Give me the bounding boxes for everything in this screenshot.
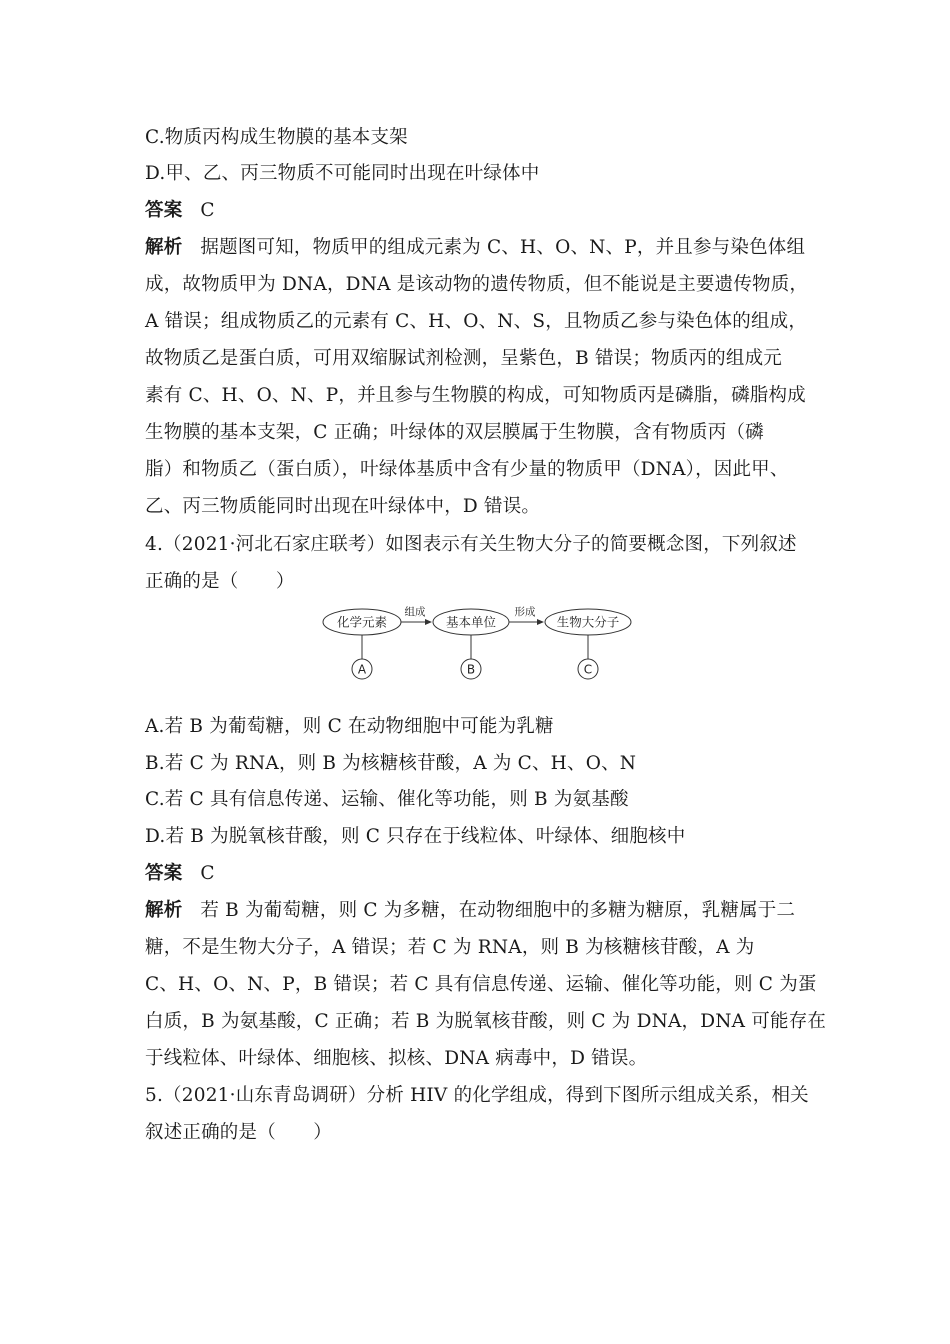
q4-option-d: D.若 B 为脱氧核苷酸，则 C 只存在于线粒体、叶绿体、细胞核中 (145, 826, 686, 847)
arrow-form-label: 形成 (514, 606, 536, 618)
node-elements-label: 化学元素 (336, 614, 388, 630)
circle-a-label: A (357, 662, 367, 677)
q4-answer (145, 862, 810, 886)
circle-b-label: B (466, 662, 476, 677)
q4-analysis-line-4: 白质，B 为氨基酸，C 正确；若 B 为脱氧核苷酸，则 C 为 DNA，DNA 可能存在 (145, 1011, 827, 1032)
q4-analysis-line-1: 解析 若 B 为葡萄糖，则 C 为多糖，在动物细胞中的多糖为糖原，乳糖属于二 (145, 900, 796, 921)
q3-analysis-line-1: 解析 据题图可知，物质甲的组成元素为 C、H、O、N、P，并且参与染色体组 (145, 237, 806, 258)
node-units-label: 基本单位 (445, 614, 497, 630)
q5-stem-line-2: 叙述正确的是（ ） (145, 1122, 333, 1143)
q3-analysis-line-4: 故物质乙是蛋白质，可用双缩脲试剂检测，呈紫色，B 错误；物质丙的组成元 (145, 348, 782, 369)
q3-analysis-line-6: 生物膜的基本支架，C 正确；叶绿体的双层膜属于生物膜，含有物质丙（磷 (145, 422, 764, 443)
q4-option-c: C.若 C 具有信息传递、运输、催化等功能，则 B 为氨基酸 (145, 789, 629, 810)
q3-option-c: C.物质丙构成生物膜的基本支架 (145, 127, 408, 148)
q3-answer (145, 199, 810, 223)
answer-label: 答案 (145, 863, 183, 884)
analysis-label: 解析 (145, 900, 183, 921)
q4-stem-line-1: 4.（2021·河北石家庄联考）如图表示有关生物大分子的简要概念图，下列叙述 (145, 534, 797, 555)
q3-analysis-line-2: 成，故物质甲为 DNA，DNA 是该动物的遗传物质，但不能说是主要遗传物质， (145, 274, 809, 295)
q5-stem-line-1: 5.（2021·山东青岛调研）分析 HIV 的化学组成，得到下图所示组成关系，相关 (145, 1085, 809, 1106)
q4-option-b: B.若 C 为 RNA，则 B 为核糖核苷酸，A 为 C、H、O、N (145, 753, 637, 774)
q4-stem-line-2: 正确的是（ ） (145, 571, 295, 592)
q4-analysis-line-2: 糖，不是生物大分子，A 错误；若 C 为 RNA，则 B 为核糖核苷酸，A 为 (145, 937, 755, 958)
answer-label: 答案 (145, 200, 183, 221)
q3-analysis-line-7: 脂）和物质乙（蛋白质），叶绿体基质中含有少量的物质甲（DNA），因此甲、 (145, 459, 789, 480)
answer-value: C (200, 200, 215, 221)
q4-analysis-line-5: 于线粒体、叶绿体、细胞核、拟核、DNA 病毒中，D 错误。 (145, 1048, 648, 1069)
q3-analysis-line-3: A 错误；组成物质乙的元素有 C、H、O、N、S，且物质乙参与染色体的组成， (145, 311, 808, 332)
arrow-compose-label: 组成 (404, 606, 426, 618)
circle-c-label: C (583, 662, 593, 677)
q3-analysis-line-8: 乙、丙三物质能同时出现在叶绿体中，D 错误。 (145, 496, 541, 517)
concept-diagram (318, 604, 634, 688)
q3-option-d: D.甲、乙、丙三物质不可能同时出现在叶绿体中 (145, 163, 540, 184)
q4-option-a: A.若 B 为葡萄糖，则 C 在动物细胞中可能为乳糖 (145, 716, 554, 737)
q4-analysis-line-3: C、H、O、N、P，B 错误；若 C 具有信息传递、运输、催化等功能，则 C 为蛋 (145, 974, 817, 995)
q3-analysis-line-5: 素有 C、H、O、N、P，并且参与生物膜的构成，可知物质丙是磷脂，磷脂构成 (145, 385, 806, 406)
analysis-label: 解析 (145, 237, 183, 258)
answer-value: C (200, 863, 215, 884)
node-macromolecule-label: 生物大分子 (556, 614, 620, 630)
